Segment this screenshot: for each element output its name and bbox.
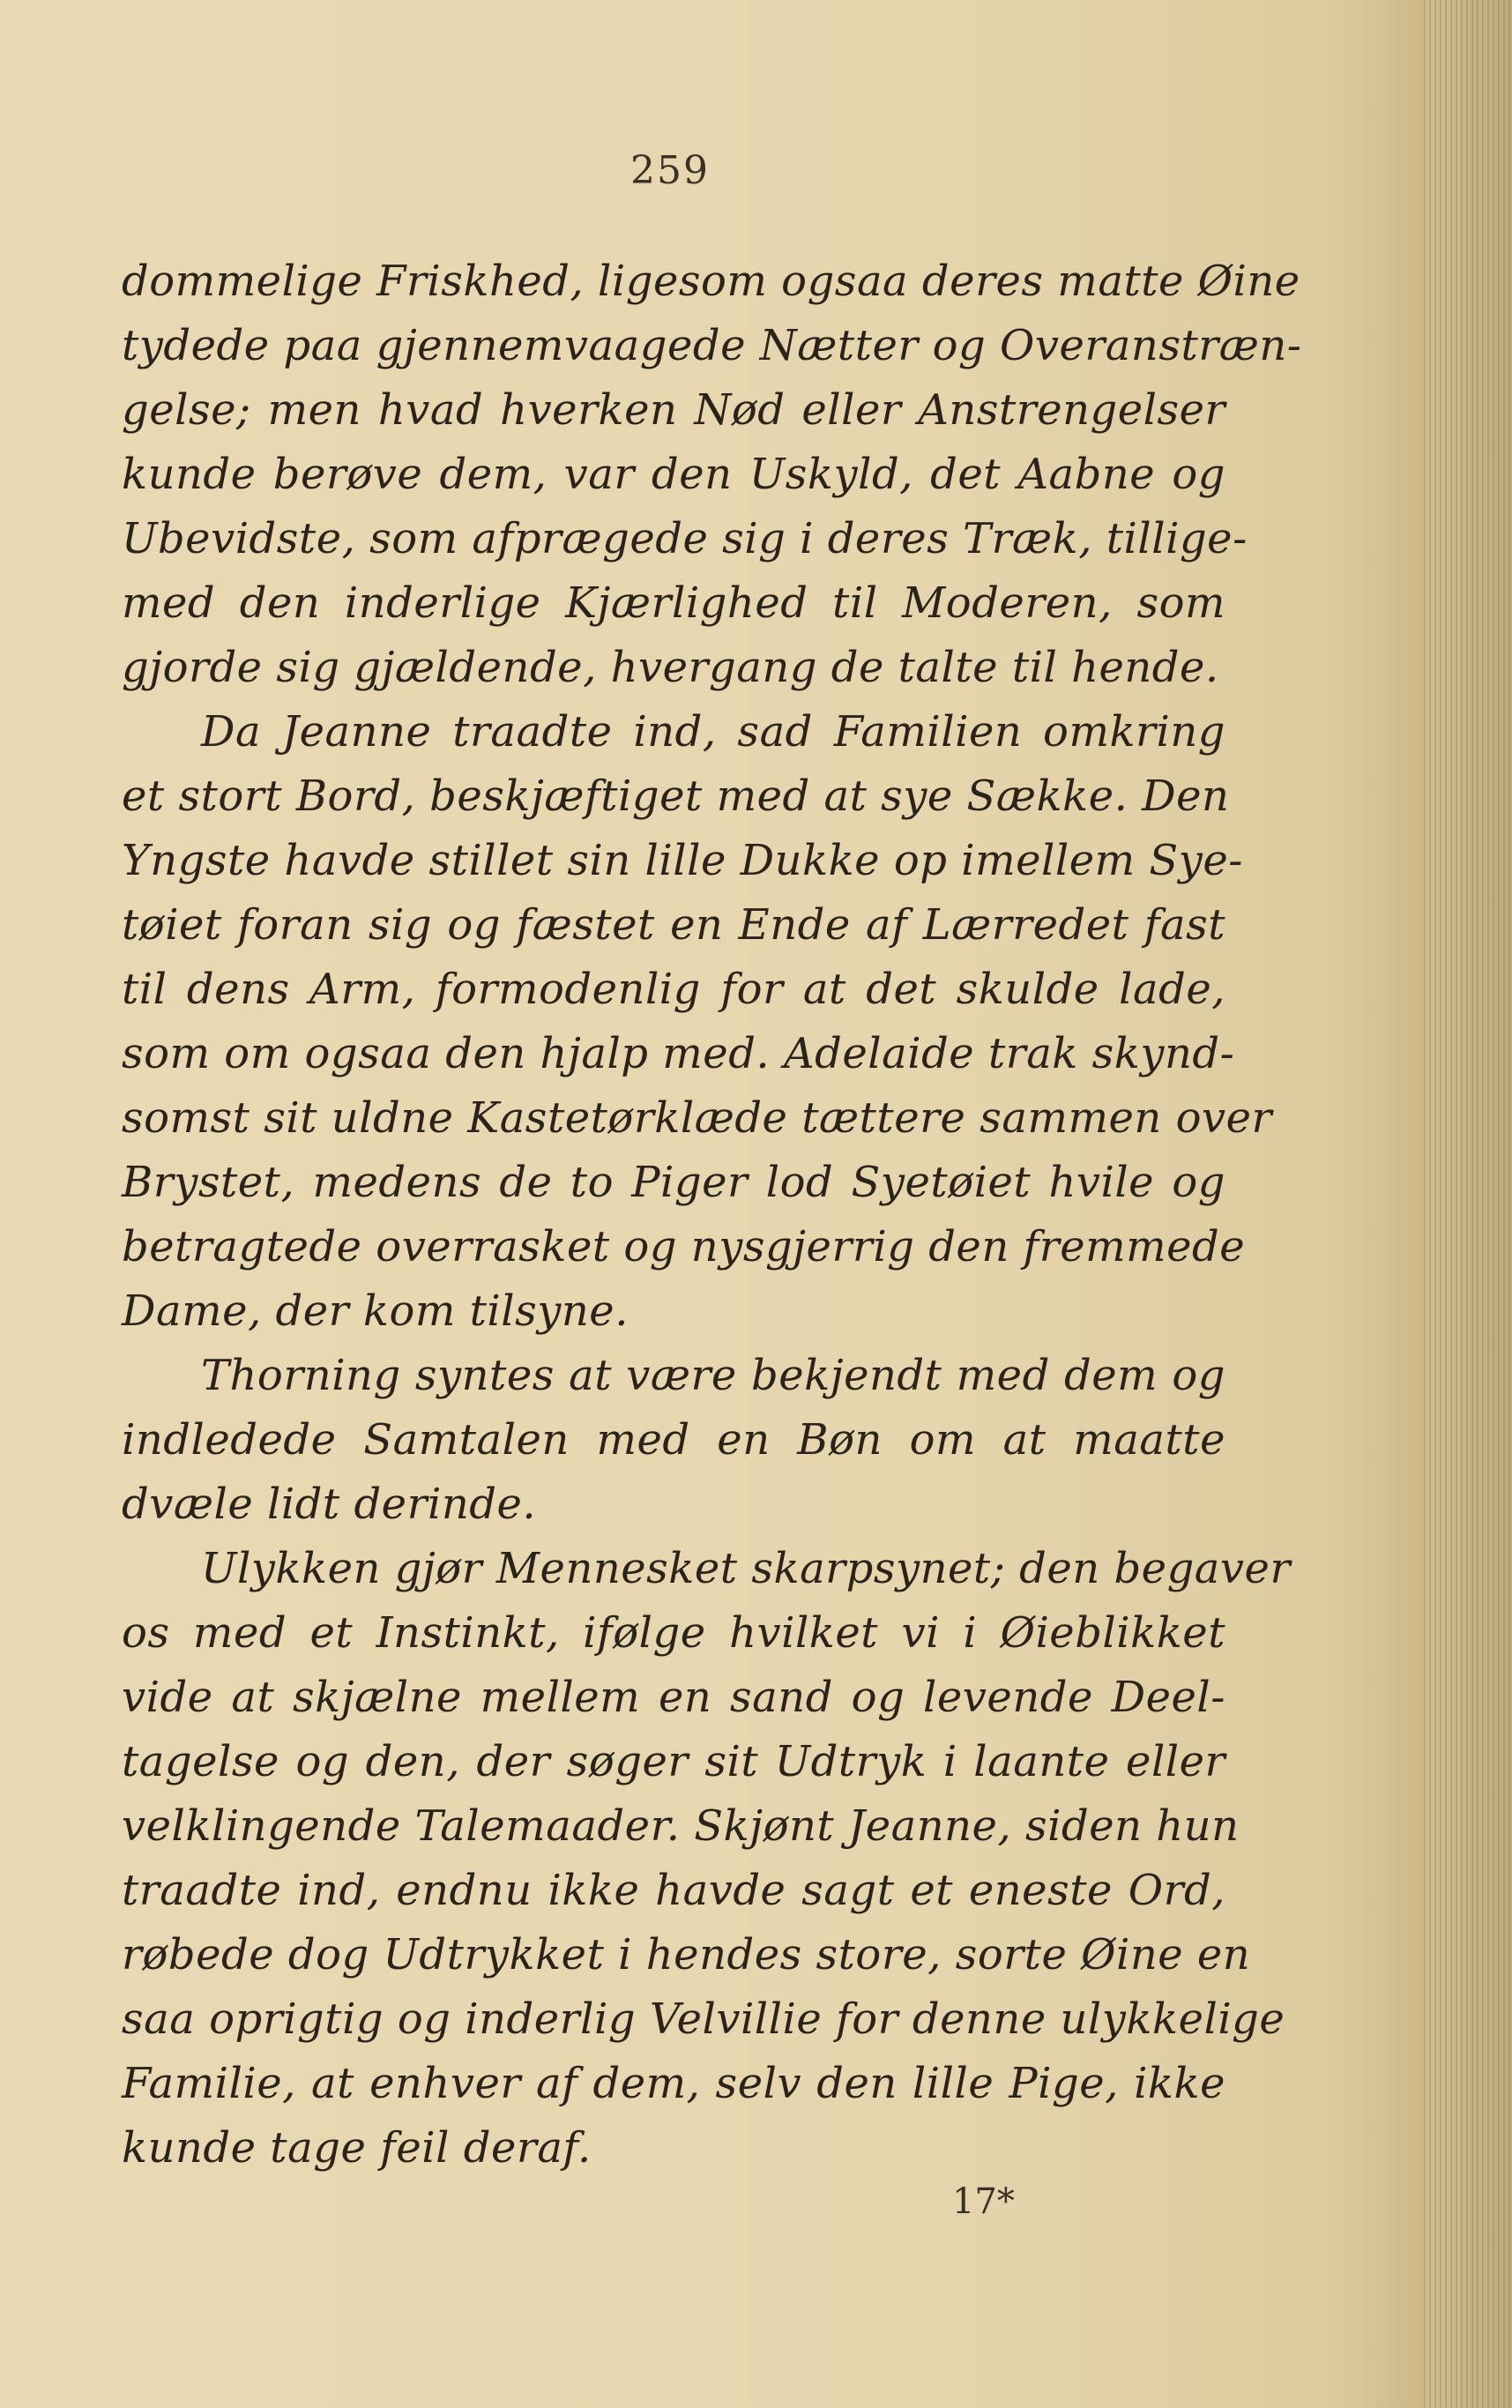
body-text: [122, 250, 1302, 2181]
text-line: røbede dog Udtrykket i hendes store, sorte Øine en: [122, 1930, 1251, 1979]
text-line: indledede Samtalen med en Bøn om at maatte: [122, 1415, 1225, 1465]
text-line: til dens Arm, formodenlig for at det skulde lade,: [122, 965, 1225, 1014]
text-line: Ubevidste, som afprægede sig i deres Træk, tillige-: [122, 514, 1248, 563]
text-line: kunde tage feil deraf.: [122, 2123, 592, 2173]
text-line: somst sit uldne Kastetørklæde tættere sammen over: [122, 1093, 1272, 1143]
text-line: traadte ind, endnu ikke havde sagt et eneste Ord,: [122, 1866, 1225, 1915]
text-line: tydede paa gjennemvaagede Nætter og Overanstræn-: [122, 321, 1302, 370]
text-line: gelse; men hvad hverken Nød eller Anstrengelser: [122, 385, 1225, 435]
text-line: saa oprigtig og inderlig Velvillie for denne ulykkelige: [122, 1994, 1285, 2044]
text-line: Familie, at enhver af dem, selv den lille Pige, ikke: [122, 2059, 1225, 2108]
text-line: Da Jeanne traadte ind, sad Familien omkring: [201, 707, 1225, 757]
text-line: Yngste havde stillet sin lille Dukke op imellem Sye-: [122, 836, 1244, 885]
text-line: gjorde sig gjældende, hvergang de talte til hende.: [122, 643, 1219, 692]
page-edge: [1424, 0, 1512, 2408]
text-line: Thorning syntes at være bekjendt med dem og: [201, 1351, 1225, 1400]
text-line: med den inderlige Kjærlighed til Moderen, som: [122, 578, 1225, 628]
text-line: Brystet, medens de to Piger lod Syetøiet hvile og: [122, 1158, 1225, 1207]
text-line: som om ogsaa den hjalp med. Adelaide trak skynd-: [122, 1029, 1235, 1078]
text-line: kunde berøve dem, var den Uskyld, det Aabne og: [122, 450, 1225, 499]
text-line: tagelse og den, der søger sit Udtryk i laante eller: [122, 1737, 1225, 1786]
text-line: dommelige Friskhed, ligesom ogsaa deres matte Øine: [122, 257, 1300, 306]
text-line: dvæle lidt derinde.: [122, 1480, 537, 1529]
text-line: Ulykken gjør Mennesket skarpsynet; den begaver: [201, 1544, 1291, 1593]
text-line: tøiet foran sig og fæstet en Ende af Lærredet fast: [122, 900, 1225, 950]
page-number: 259: [630, 148, 710, 193]
text-line: betragtede overrasket og nysgjerrig den fremmede: [122, 1222, 1246, 1271]
text-line: et stort Bord, beskjæftiget med at sye Sække. Den: [122, 772, 1230, 821]
text-line: vide at skjælne mellem en sand og levende Deel-: [122, 1673, 1225, 1722]
text-line: os med et Instinkt, ifølge hvilket vi i Øieblikket: [122, 1608, 1225, 1658]
text-line: Dame, der kom tilsyne.: [122, 1286, 629, 1336]
signature-mark: 17*: [952, 2181, 1015, 2222]
text-line: velklingende Talemaader. Skjønt Jeanne, siden hun: [122, 1801, 1240, 1851]
